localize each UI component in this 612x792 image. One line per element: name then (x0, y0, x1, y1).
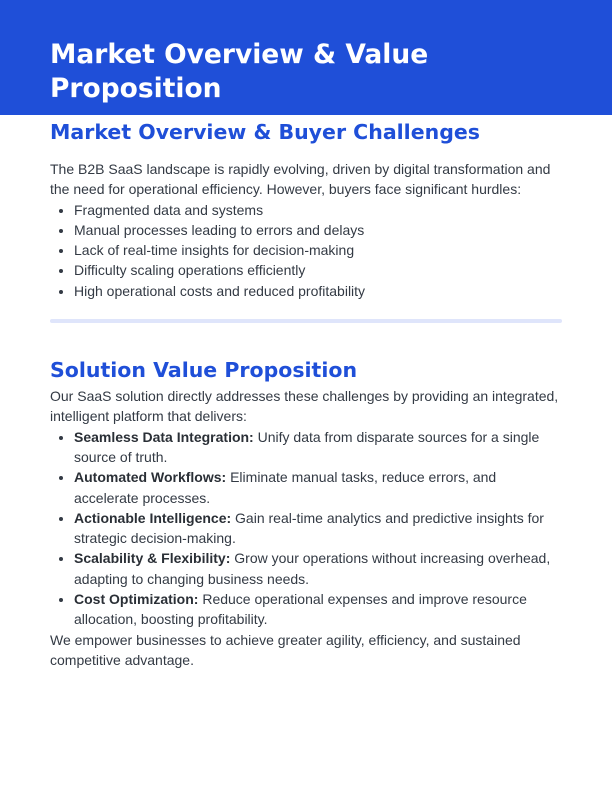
closing-statement: We empower businesses to achieve greater agility, efficiency, and sustained competitive advantage. (50, 631, 521, 668)
challenge-item: • Fragmented data and systems (74, 200, 564, 220)
section-title-market-overview: Market Overview & Buyer Challenges (50, 120, 480, 144)
benefit-label: Actionable Intelligence: (74, 509, 232, 526)
challenge-item: • Lack of real-time insights for decision-making (74, 240, 564, 260)
page-title: Market Overview & Value Proposition (50, 39, 429, 104)
benefit-text: Reduce operational expenses and improve resource allocation, boosting profitability. (74, 591, 527, 628)
benefit-label: Scalability & Flexibility: (74, 550, 231, 567)
benefit-text: Unify data from disparate sources for a single source of truth. (74, 428, 540, 465)
benefit-item (74, 508, 564, 549)
benefit-item (74, 548, 564, 589)
benefit-text: Grow your operations without increasing overhead, adapting to changing business needs. (74, 550, 551, 587)
header-band (0, 0, 612, 115)
benefit-text: Eliminate manual tasks, reduce errors, and accelerate processes. (74, 469, 497, 506)
section-title-value-proposition: Solution Value Proposition (50, 358, 358, 383)
market-overview-section (50, 117, 564, 301)
benefits-list (50, 427, 564, 630)
challenge-item: • Manual processes leading to errors and delays (74, 220, 564, 240)
benefit-item (74, 467, 564, 508)
challenge-item: • High operational costs and reduced profitability (74, 281, 564, 301)
benefit-item (74, 589, 564, 630)
benefit-label: Automated Workflows: (74, 469, 227, 486)
main-content (50, 117, 564, 670)
challenges-list (50, 200, 564, 301)
value-proposition-intro: Our SaaS solution directly addresses these challenges by providing an integrated, intelligent platform that delivers: (50, 388, 559, 425)
section-divider (50, 319, 562, 323)
benefit-label: Seamless Data Integration: (74, 428, 254, 445)
value-proposition-section (50, 355, 564, 670)
benefit-item (74, 427, 564, 468)
benefit-text: Gain real-time analytics and predictive insights for strategic decision-making. (74, 509, 544, 547)
benefit-label: Cost Optimization: (74, 591, 199, 608)
market-overview-intro: The B2B SaaS landscape is rapidly evolving, driven by digital transformation and the need for operational efficiency. However, buyers face significant hurdles: (50, 161, 551, 198)
challenge-item: • Difficulty scaling operations efficiently (74, 260, 564, 280)
